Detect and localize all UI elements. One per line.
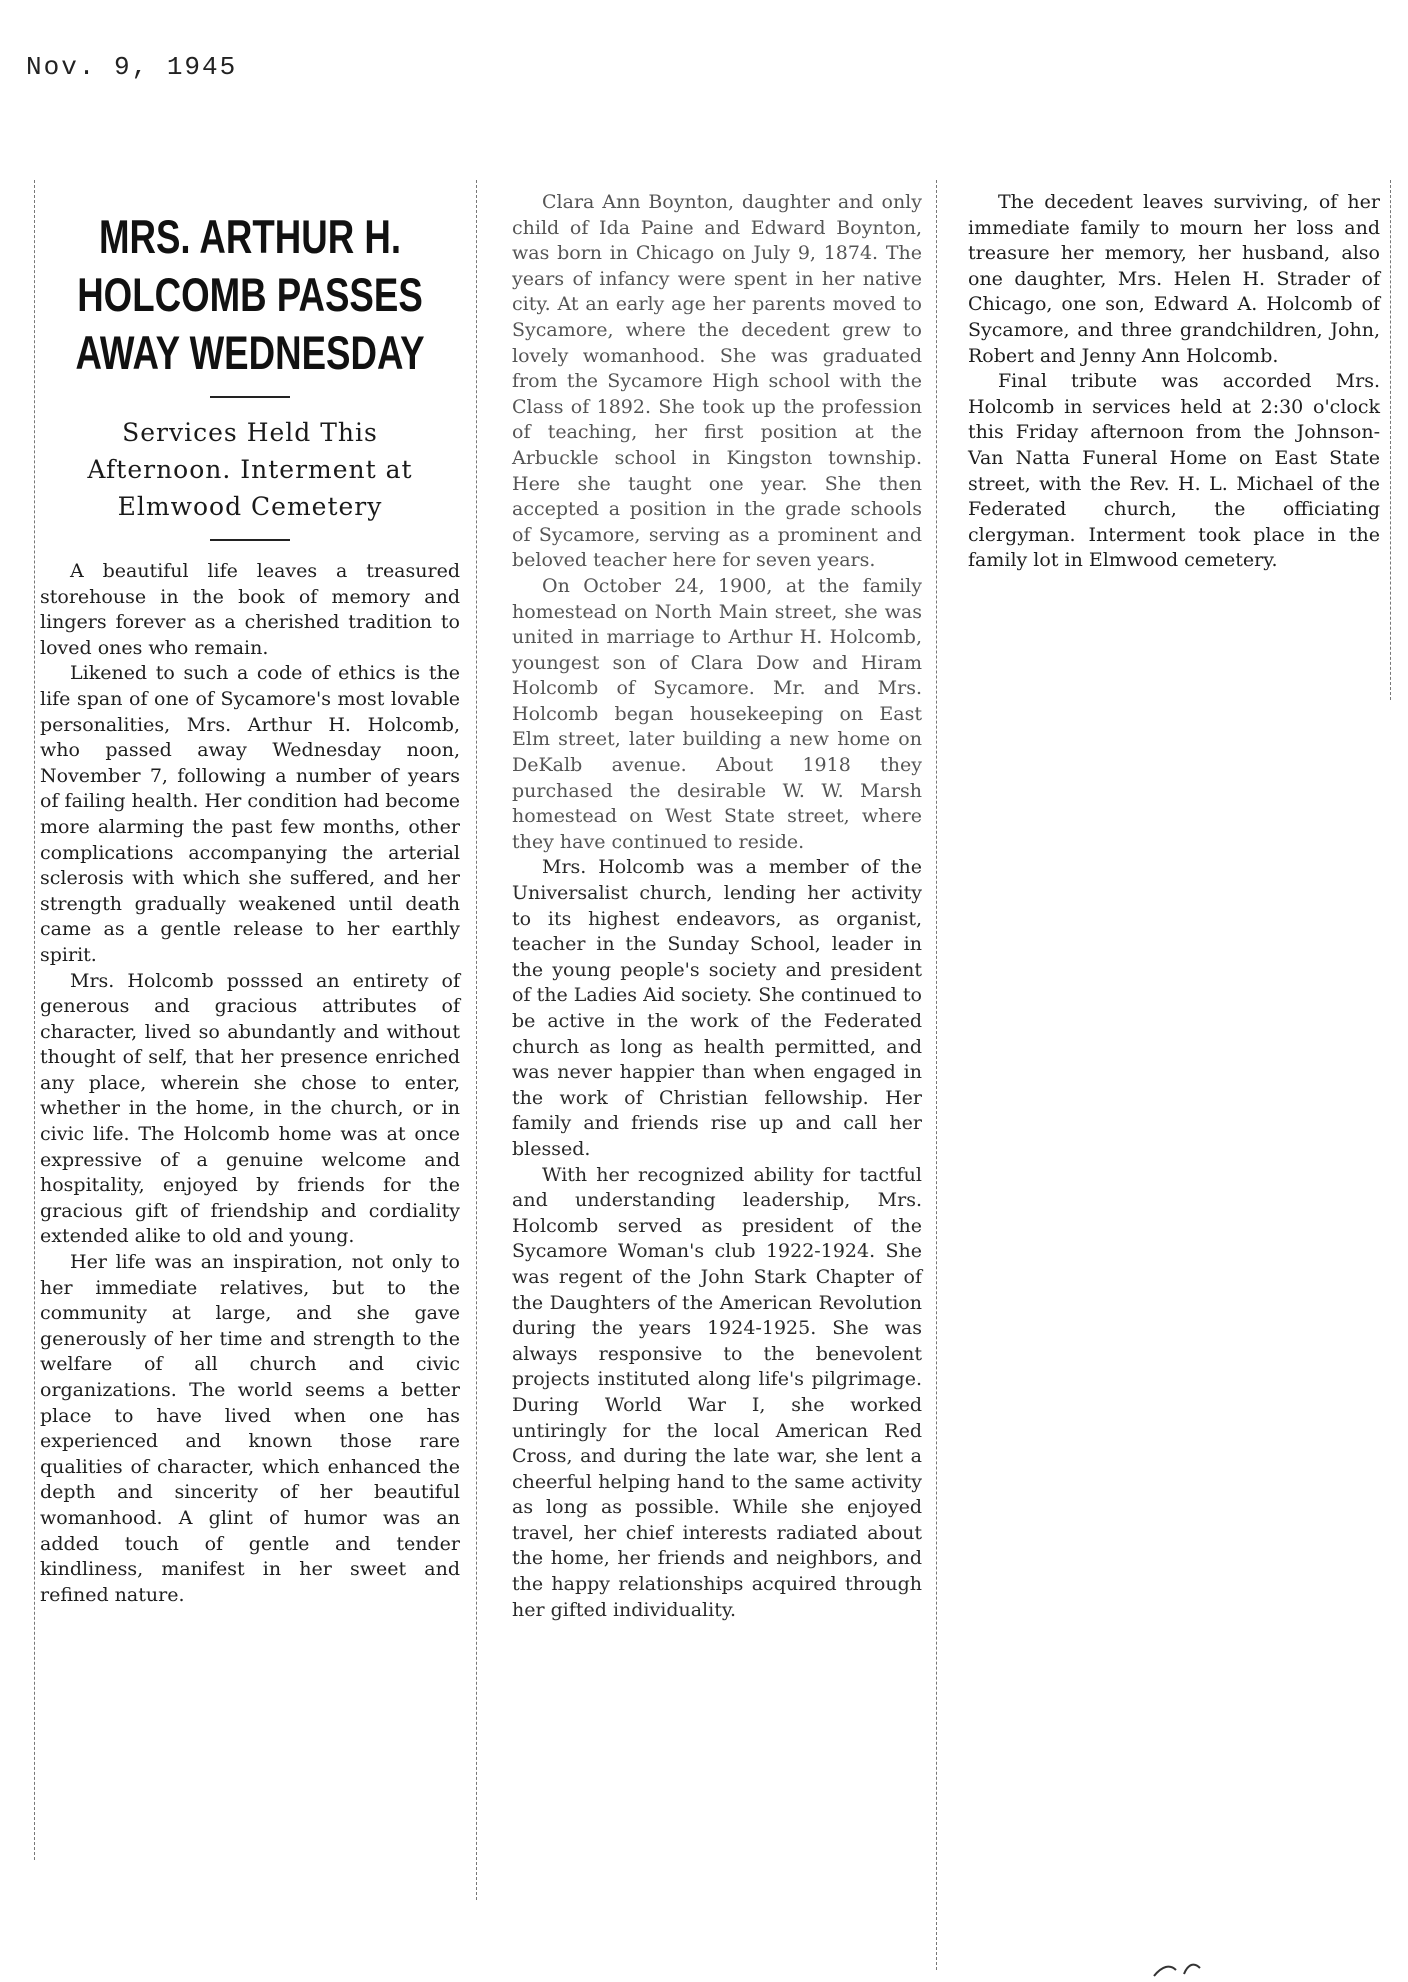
clipping-date: Nov. 9, 1945 bbox=[26, 52, 238, 82]
column-rule-2 bbox=[936, 180, 937, 1970]
paragraph: With her recognized ability for tactful and understanding leadership, Mrs. Holcomb served as president of the Sycamore Woman's club 1922-1924. She was regent of the John Stark Chapter of the Daughters of the American Revolution during the years 1924-1925. She was always responsive to the benevolent projects instituted along life's pilgrimage. During World War I, she worked untiringly for the local American Red Cross, and during the late war, she lent a cheerful helping hand to the same activity as long as possible. While she enjoyed travel, her chief interests radiated about the home, her friends and neighbors, and the happy relationships acquired through her gifted individuality. bbox=[512, 1163, 922, 1621]
paragraph: Mrs. Holcomb was a member of the Universalist church, lending her activity to its highest endeavors, as organist, teacher in the Sunday School, leader in the young people's society and president of the Ladies Aid society. She continued to be active in the work of the Federated church as long as health permitted, and was never happier than when engaged in the work of Christian fellowship. Her family and friends rise up and call her blessed. bbox=[512, 856, 922, 1160]
article-column-2 bbox=[512, 190, 922, 1623]
paragraph: On October 24, 1900, at the family homestead on North Main street, she was united in marriage to Arthur H. Holcomb, youngest son of Clara Dow and Hiram Holcomb of Sycamore. Mr. and Mrs. Holcomb began housekeeping on East Elm street, later building a new home on DeKalb avenue. About 1918 they purchased the desirable W. W. Marsh homestead on West State street, where they have continued to reside. bbox=[512, 574, 922, 853]
paragraph: A beautiful life leaves a treasured storehouse in the book of memory and lingers forever as a cherished tradition to loved ones who remain. bbox=[40, 560, 460, 659]
paragraph: Clara Ann Boynton, daughter and only child of Ida Paine and Edward Boynton, was born in Chicago on July 9, 1874. The years of infancy were spent in her native city. At an early age her parents moved to Sycamore, where the decedent grew to lovely womanhood. She was graduated from the Sycamore High school with the Class of 1892. She took up the profession of teaching, her first position at the Arbuckle school in Kingston township. Here she taught one year. She then accepted a position in the grade schools of Sycamore, serving as a prominent and beloved teacher here for seven years. bbox=[512, 191, 922, 572]
paragraph: Likened to such a code of ethics is the life span of one of Sycamore's most lovable personalities, Mrs. Arthur H. Holcomb, who passed away Wednesday noon, November 7, following a number of years of failing health. Her condition had become more alarming the past few months, other complications accompanying the arterial sclerosis with which she suffered, and her strength gradually weakened until death came as a gentle release to her earthly spirit. bbox=[40, 662, 460, 966]
handwritten-mark-icon bbox=[1150, 1956, 1210, 1980]
subheadline: Services Held This Afternoon. Interment at Elmwood Cemetery bbox=[87, 418, 413, 521]
column-rule-1 bbox=[476, 180, 477, 1900]
paragraph: The decedent leaves surviving, of her immediate family to mourn her loss and treasure her memory, her husband, also one daughter, Mrs. Helen H. Strader of Chicago, one son, Edward A. Holcomb of Sycamore, and three grandchildren, John, Robert and Jenny Ann Holcomb. bbox=[968, 191, 1380, 367]
headline-divider bbox=[210, 396, 290, 398]
paragraph: Final tribute was accorded Mrs. Holcomb in services held at 2:30 o'clock this Friday afternoon from the Johnson-Van Natta Funeral Home on East State street, with the Rev. H. L. Michael of the Federated church, the officiating clergyman. Interment took place in the family lot in Elmwood cemetery. bbox=[968, 370, 1380, 572]
paragraph: Mrs. Holcomb posssed an entirety of generous and gracious attributes of character, lived so abundantly and without thought of self, that her presence enriched any place, wherein she chose to enter, whether in the home, in the church, or in civic life. The Holcomb home was at once expressive of a genuine welcome and hospitality, enjoyed by friends for the gracious gift of friendship and cordiality extended alike to old and young. bbox=[40, 969, 460, 1248]
column-rule-3 bbox=[1390, 180, 1391, 700]
subheadline-divider bbox=[210, 539, 290, 541]
headline: MRS. ARTHUR H. HOLCOMB PASSES AWAY WEDNESDAY bbox=[75, 210, 425, 379]
article-column-3 bbox=[968, 190, 1380, 574]
column-rule-left bbox=[34, 180, 35, 1860]
paragraph: Her life was an inspiration, not only to her immediate relatives, but to the community at large, and she gave generously of her time and strength to the welfare of all church and civic organizations. The world seems a better place to have lived when one has experienced and known those rare qualities of character, which enhanced the depth and sincerity of her beautiful womanhood. A glint of humor was an added touch of gentle and tender kindliness, manifest in her sweet and refined nature. bbox=[40, 1251, 460, 1606]
article-column-1 bbox=[40, 186, 460, 1608]
